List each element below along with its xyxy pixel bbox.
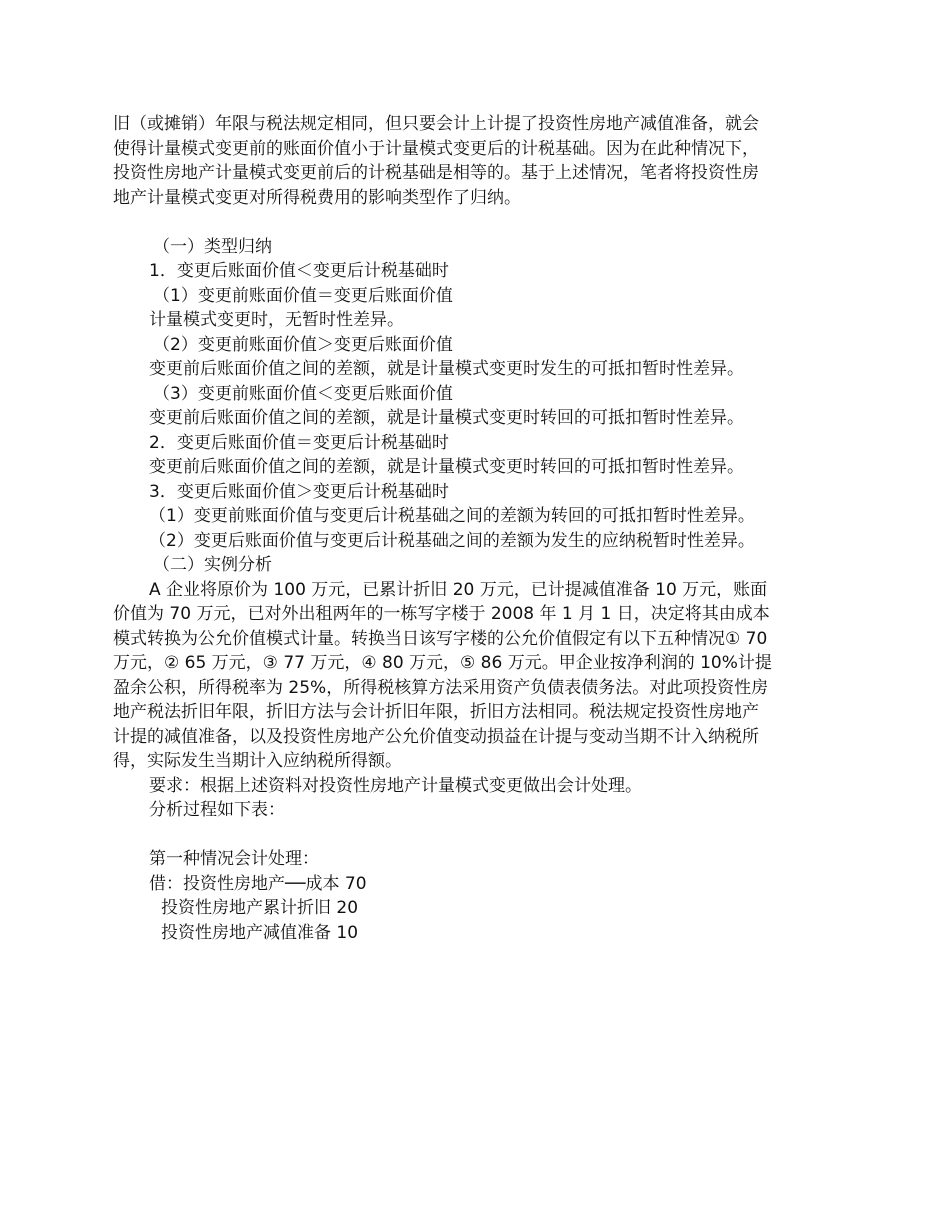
item-2-text: 变更前后账面价值之间的差额，就是计量模式变更时转回的可抵扣暂时性差异。 (149, 457, 744, 477)
item-1-heading: 1．变更后账面价值＜变更后计税基础时 (149, 261, 449, 281)
journal-entry-line: 投资性房地产累计折旧 20 (161, 898, 359, 918)
journal-entry-line: 投资性房地产减值准备 10 (161, 922, 359, 943)
analysis-text: 分析过程如下表： (149, 800, 285, 820)
intro-paragraph: 旧（或摊销）年限与税法规定相同，但只要会计上计提了投资性房地产减值准备，就会使得计量模式变更前的账面价值小于计量模式变更后的计税基础。因为在此种情况下，投资性房地产计量模式变更前后的计税基础是相等的。基于上述情况，笔者将投资性房地产计量模式变更对所得税费用的影响类型作了归纳。 (113, 114, 759, 208)
item-3-sub-2-text: （2）变更后账面价值与变更后计税基础之间的差额为发生的应纳税暂时性差异。 (149, 530, 755, 551)
item-1-sub-1-text: 计量模式变更时，无暂时性差异。 (149, 310, 404, 330)
item-3-heading: 3．变更后账面价值＞变更后计税基础时 (149, 481, 449, 502)
document-page (113, 112, 773, 945)
item-1-sub-3-text: 变更前后账面价值之间的差额，就是计量模式变更时转回的可抵扣暂时性差异。 (149, 408, 744, 428)
item-3-sub-1-text: （1）变更前账面价值与变更后计税基础之间的差额为转回的可抵扣暂时性差异。 (149, 506, 755, 526)
spacer (113, 210, 773, 235)
requirement-text: 要求：根据上述资料对投资性房地产计量模式变更做出会计处理。 (149, 775, 642, 796)
item-2-heading: 2．变更后账面价值＝变更后计税基础时 (149, 432, 449, 453)
item-1-sub-2-heading: （2）变更前账面价值＞变更后账面价值 (153, 334, 453, 355)
section-heading-type-summary: （一）类型归纳 (153, 236, 272, 257)
section-heading-example-analysis: （二）实例分析 (153, 555, 272, 575)
item-1-sub-1-heading: （1）变更前账面价值＝变更后账面价值 (153, 285, 453, 306)
item-1-sub-2-text: 变更前后账面价值之间的差额，就是计量模式变更时发生的可抵扣暂时性差异。 (149, 359, 744, 379)
item-1-sub-3-heading: （3）变更前账面价值＜变更后账面价值 (153, 383, 453, 404)
case-1-heading: 第一种情况会计处理： (149, 849, 319, 869)
example-paragraph: A 企业将原价为 100 万元，已累计折旧 20 万元，已计提减值准备 10 万元，账面价值为 70 万元，已对外出租两年的一栋写字楼于 2008 年 1 月 1 日，决定将其由成本模式转换为公允价值模式计量。转换当日该写字楼的公允价值假定有以下五种情况① 70 万元，② 65 万元，③ 77 万元，④ 80 万元，⑤ 86 万元。甲企业按净利润的 10%计提盈余公积，所得税率为 25%，所得税核算方法采用资产负债表债务法。对此项投资性房地产税法折旧年限，折旧方法与会计折旧年限，折旧方法相同。税法规定投资性房地产计提的减值准备，以及投资性房地产公允价值变动损益在计提与变动当期不计入纳税所得，实际发生当期计入应纳税所得额。 (113, 579, 772, 771)
journal-entry-debit: 借：投资性房地产──成本 70 (149, 873, 367, 894)
spacer (113, 823, 773, 848)
